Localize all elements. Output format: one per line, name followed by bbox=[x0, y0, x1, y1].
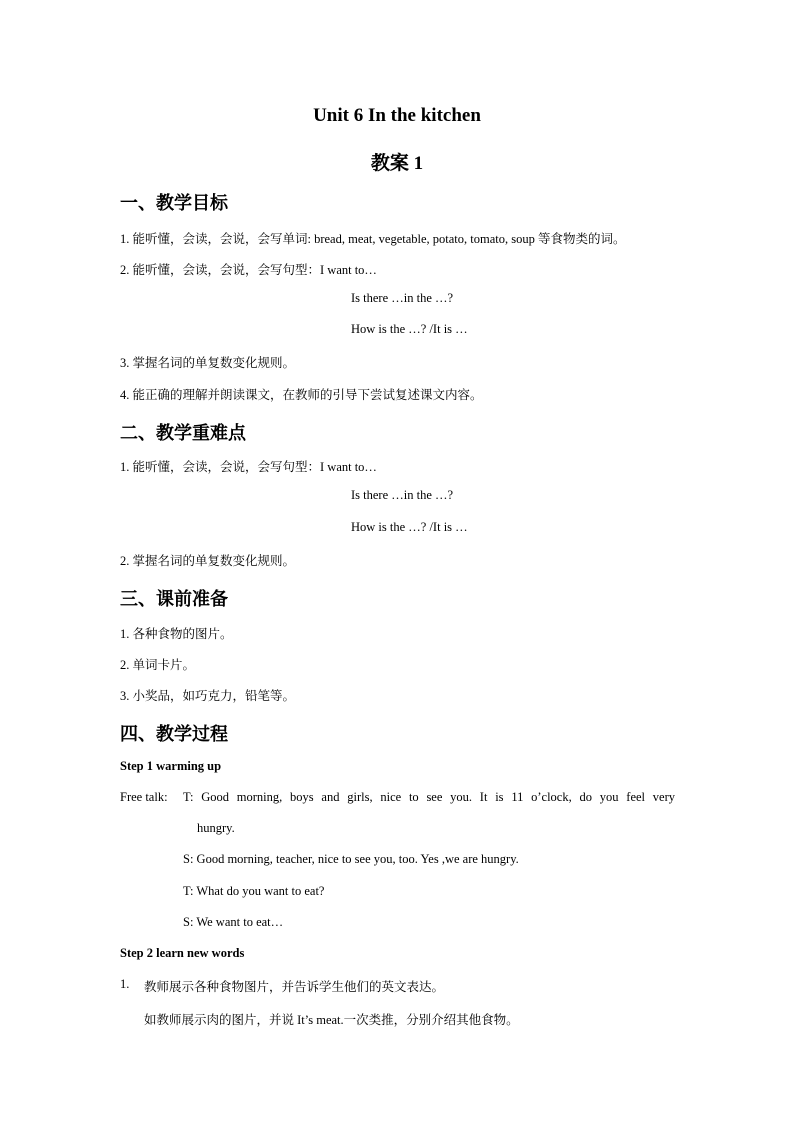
page-subtitle: 教案 1 bbox=[370, 153, 424, 174]
step-2-title: Step 2 learn new words bbox=[120, 946, 245, 960]
dialogue-line: T: What do you want to eat? bbox=[183, 884, 325, 898]
step-2-line: 教师展示各种食物图片，并告诉学生他们的英文表达。 bbox=[144, 980, 445, 994]
key-point-item: 1. 能听懂，会读，会说，会写句型：I want to… bbox=[120, 460, 377, 474]
key-point-item: 2. 掌握名词的单复数变化规则。 bbox=[120, 554, 296, 568]
objective-subitem: Is there …in the …? bbox=[351, 291, 454, 305]
dialogue-line: S: Good morning, teacher, nice to see you, too. Yes ,we are hungry. bbox=[183, 852, 519, 866]
section-heading-process: 四、教学过程 bbox=[120, 724, 228, 744]
key-point-subitem: Is there …in the …? bbox=[351, 488, 454, 502]
dialogue-line: T: Good morning, boys and girls, nice to see you. It is 11 o’clock, do you feel very bbox=[183, 790, 675, 804]
section-heading-key-points: 二、教学重难点 bbox=[120, 423, 246, 443]
section-heading-preparation: 三、课前准备 bbox=[120, 589, 228, 609]
preparation-item: 3. 小奖品，如巧克力，铅笔等。 bbox=[120, 689, 296, 703]
objective-item: 1. 能听懂，会读，会说，会写单词: bread, meat, vegetable, potato, tomato, soup 等食物类的词。 bbox=[120, 232, 626, 246]
step-2-number: 1. bbox=[120, 977, 130, 991]
objective-item: 3. 掌握名词的单复数变化规则。 bbox=[120, 356, 296, 370]
section-heading-objectives: 一、教学目标 bbox=[120, 193, 228, 213]
page-title: Unit 6 In the kitchen bbox=[313, 105, 481, 126]
objective-subitem: How is the …? /It is … bbox=[351, 322, 468, 336]
preparation-item: 1. 各种食物的图片。 bbox=[120, 627, 233, 641]
key-point-subitem: How is the …? /It is … bbox=[351, 520, 468, 534]
step-1-title: Step 1 warming up bbox=[120, 759, 222, 773]
objective-item: 2. 能听懂，会读，会说，会写句型：I want to… bbox=[120, 263, 377, 277]
step-2-line: 如教师展示肉的图片，并说 It’s meat.一次类推，分别介绍其他食物。 bbox=[144, 1013, 519, 1027]
dialogue-line: S: We want to eat… bbox=[183, 915, 284, 929]
free-talk-label: Free talk: bbox=[120, 790, 168, 804]
objective-item: 4. 能正确的理解并朗读课文，在教师的引导下尝试复述课文内容。 bbox=[120, 388, 483, 402]
dialogue-line: hungry. bbox=[197, 821, 235, 835]
preparation-item: 2. 单词卡片。 bbox=[120, 658, 196, 672]
